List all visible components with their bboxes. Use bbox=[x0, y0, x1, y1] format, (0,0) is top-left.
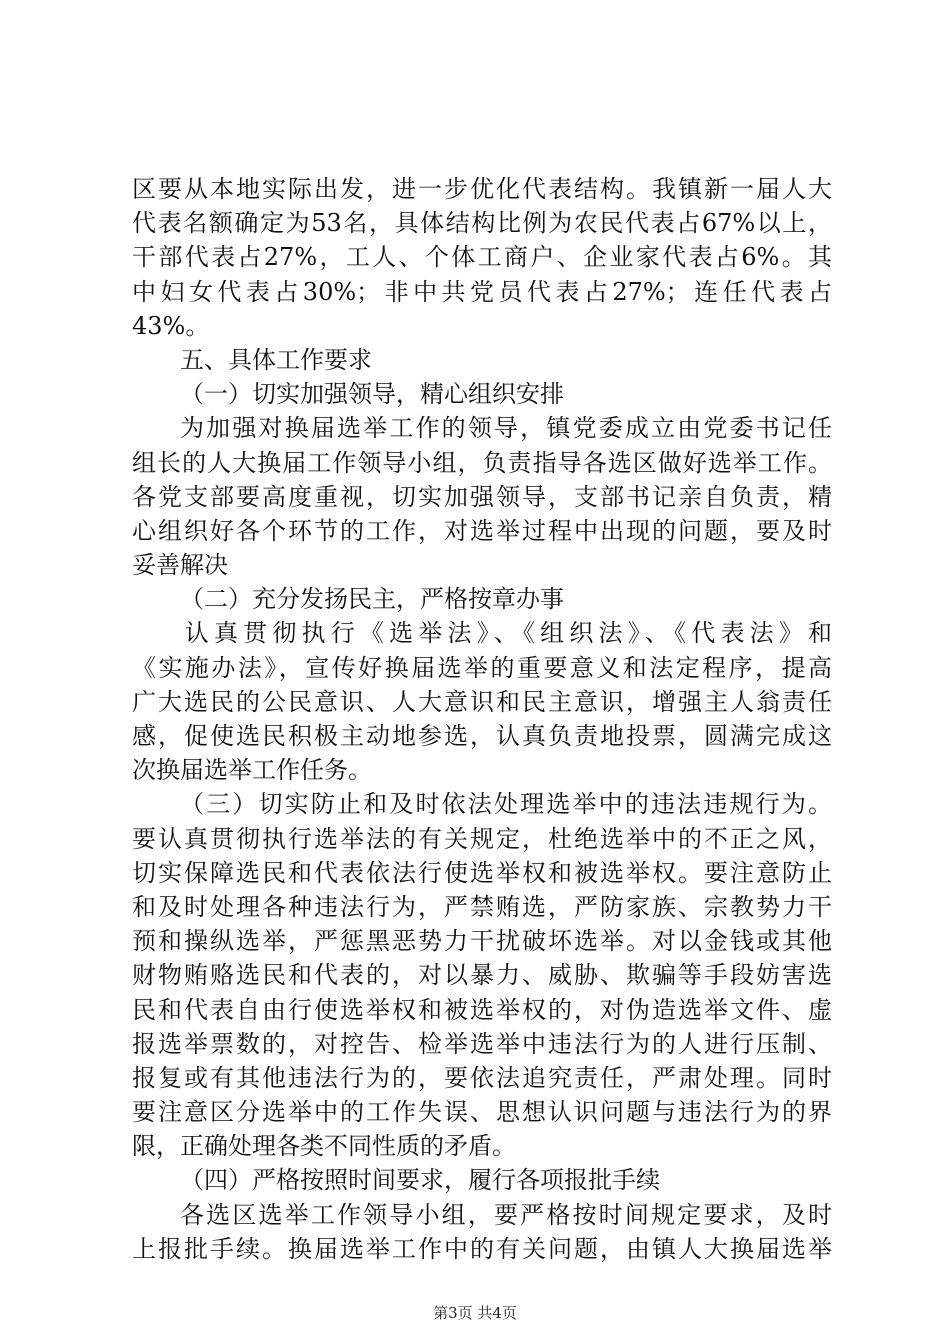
text-line: 限，正确处理各类不同性质的矛盾。 bbox=[132, 1132, 516, 1161]
document-body bbox=[132, 172, 832, 1266]
text-line: 五、具体工作要求 bbox=[180, 345, 372, 374]
text-line: 预和操纵选举，严惩黑恶势力干扰破坏选举。对以金钱或其他 bbox=[132, 927, 832, 956]
text-line: 代表名额确定为53名，具体结构比例为农民代表占67%以上， bbox=[132, 209, 832, 238]
text-line: 43%。 bbox=[132, 311, 210, 340]
text-line: 组长的人大换届工作领导小组，负责指导各选区做好选举工作。 bbox=[132, 448, 832, 477]
text-line: （一）切实加强领导，精心组织安排 bbox=[180, 380, 564, 409]
text-line: 干部代表占27%，工人、个体工商户、企业家代表占6%。其 bbox=[132, 243, 832, 272]
text-line: 中妇女代表占30%；非中共党员代表占27%；连任代表占 bbox=[132, 277, 832, 306]
text-line: 各选区选举工作领导小组，要严格按时间规定要求，及时 bbox=[180, 1200, 832, 1229]
text-line: （三）切实防止和及时依法处理选举中的违法违规行为。 bbox=[180, 790, 832, 819]
text-line: 财物贿赂选民和代表的，对以暴力、威胁、欺骗等手段妨害选 bbox=[132, 961, 832, 990]
text-line: 次换届选举工作任务。 bbox=[132, 756, 372, 785]
text-line: 报选举票数的，对控告、检举选举中违法行为的人进行压制、 bbox=[132, 1029, 832, 1058]
text-line: 报复或有其他违法行为的，要依法追究责任，严肃处理。同时 bbox=[132, 1063, 832, 1092]
text-line: 和及时处理各种违法行为，严禁贿选，严防家族、宗教势力干 bbox=[132, 892, 832, 921]
page-footer: 第3页 共4页 bbox=[433, 1304, 517, 1322]
text-line: 切实保障选民和代表依法行使选举权和被选举权。要注意防止 bbox=[132, 858, 832, 887]
text-line: （四）严格按照时间要求，履行各项报批手续 bbox=[180, 1166, 660, 1195]
text-line: 心组织好各个环节的工作，对选举过程中出现的问题，要及时 bbox=[132, 516, 832, 545]
text-line: （二）充分发扬民主，严格按章办事 bbox=[180, 585, 564, 614]
text-line: 要认真贯彻执行选举法的有关规定，杜绝选举中的不正之风， bbox=[132, 824, 832, 853]
text-line: 妥善解决 bbox=[132, 551, 228, 580]
text-line: 各党支部要高度重视，切实加强领导，支部书记亲自负责，精 bbox=[132, 482, 832, 511]
text-line: 区要从本地实际出发，进一步优化代表结构。我镇新一届人大 bbox=[132, 175, 832, 203]
text-line: 认真贯彻执行《选举法》、《组织法》、《代表法》和 bbox=[184, 619, 832, 648]
text-line: 民和代表自由行使选举权和被选举权的，对伪造选举文件、虚 bbox=[132, 995, 832, 1024]
text-line: 《实施办法》，宣传好换届选举的重要意义和法定程序，提高 bbox=[132, 653, 832, 682]
text-line: 广大选民的公民意识、人大意识和民主意识，增强主人翁责任 bbox=[132, 687, 832, 716]
text-line: 感，促使选民积极主动地参选，认真负责地投票，圆满完成这 bbox=[132, 722, 832, 750]
text-line: 上报批手续。换届选举工作中的有关问题，由镇人大换届选举 bbox=[132, 1234, 832, 1263]
text-line: 为加强对换届选举工作的领导，镇党委成立由党委书记任 bbox=[180, 414, 832, 443]
text-line: 要注意区分选举中的工作失误、思想认识问题与违法行为的界 bbox=[132, 1098, 832, 1127]
